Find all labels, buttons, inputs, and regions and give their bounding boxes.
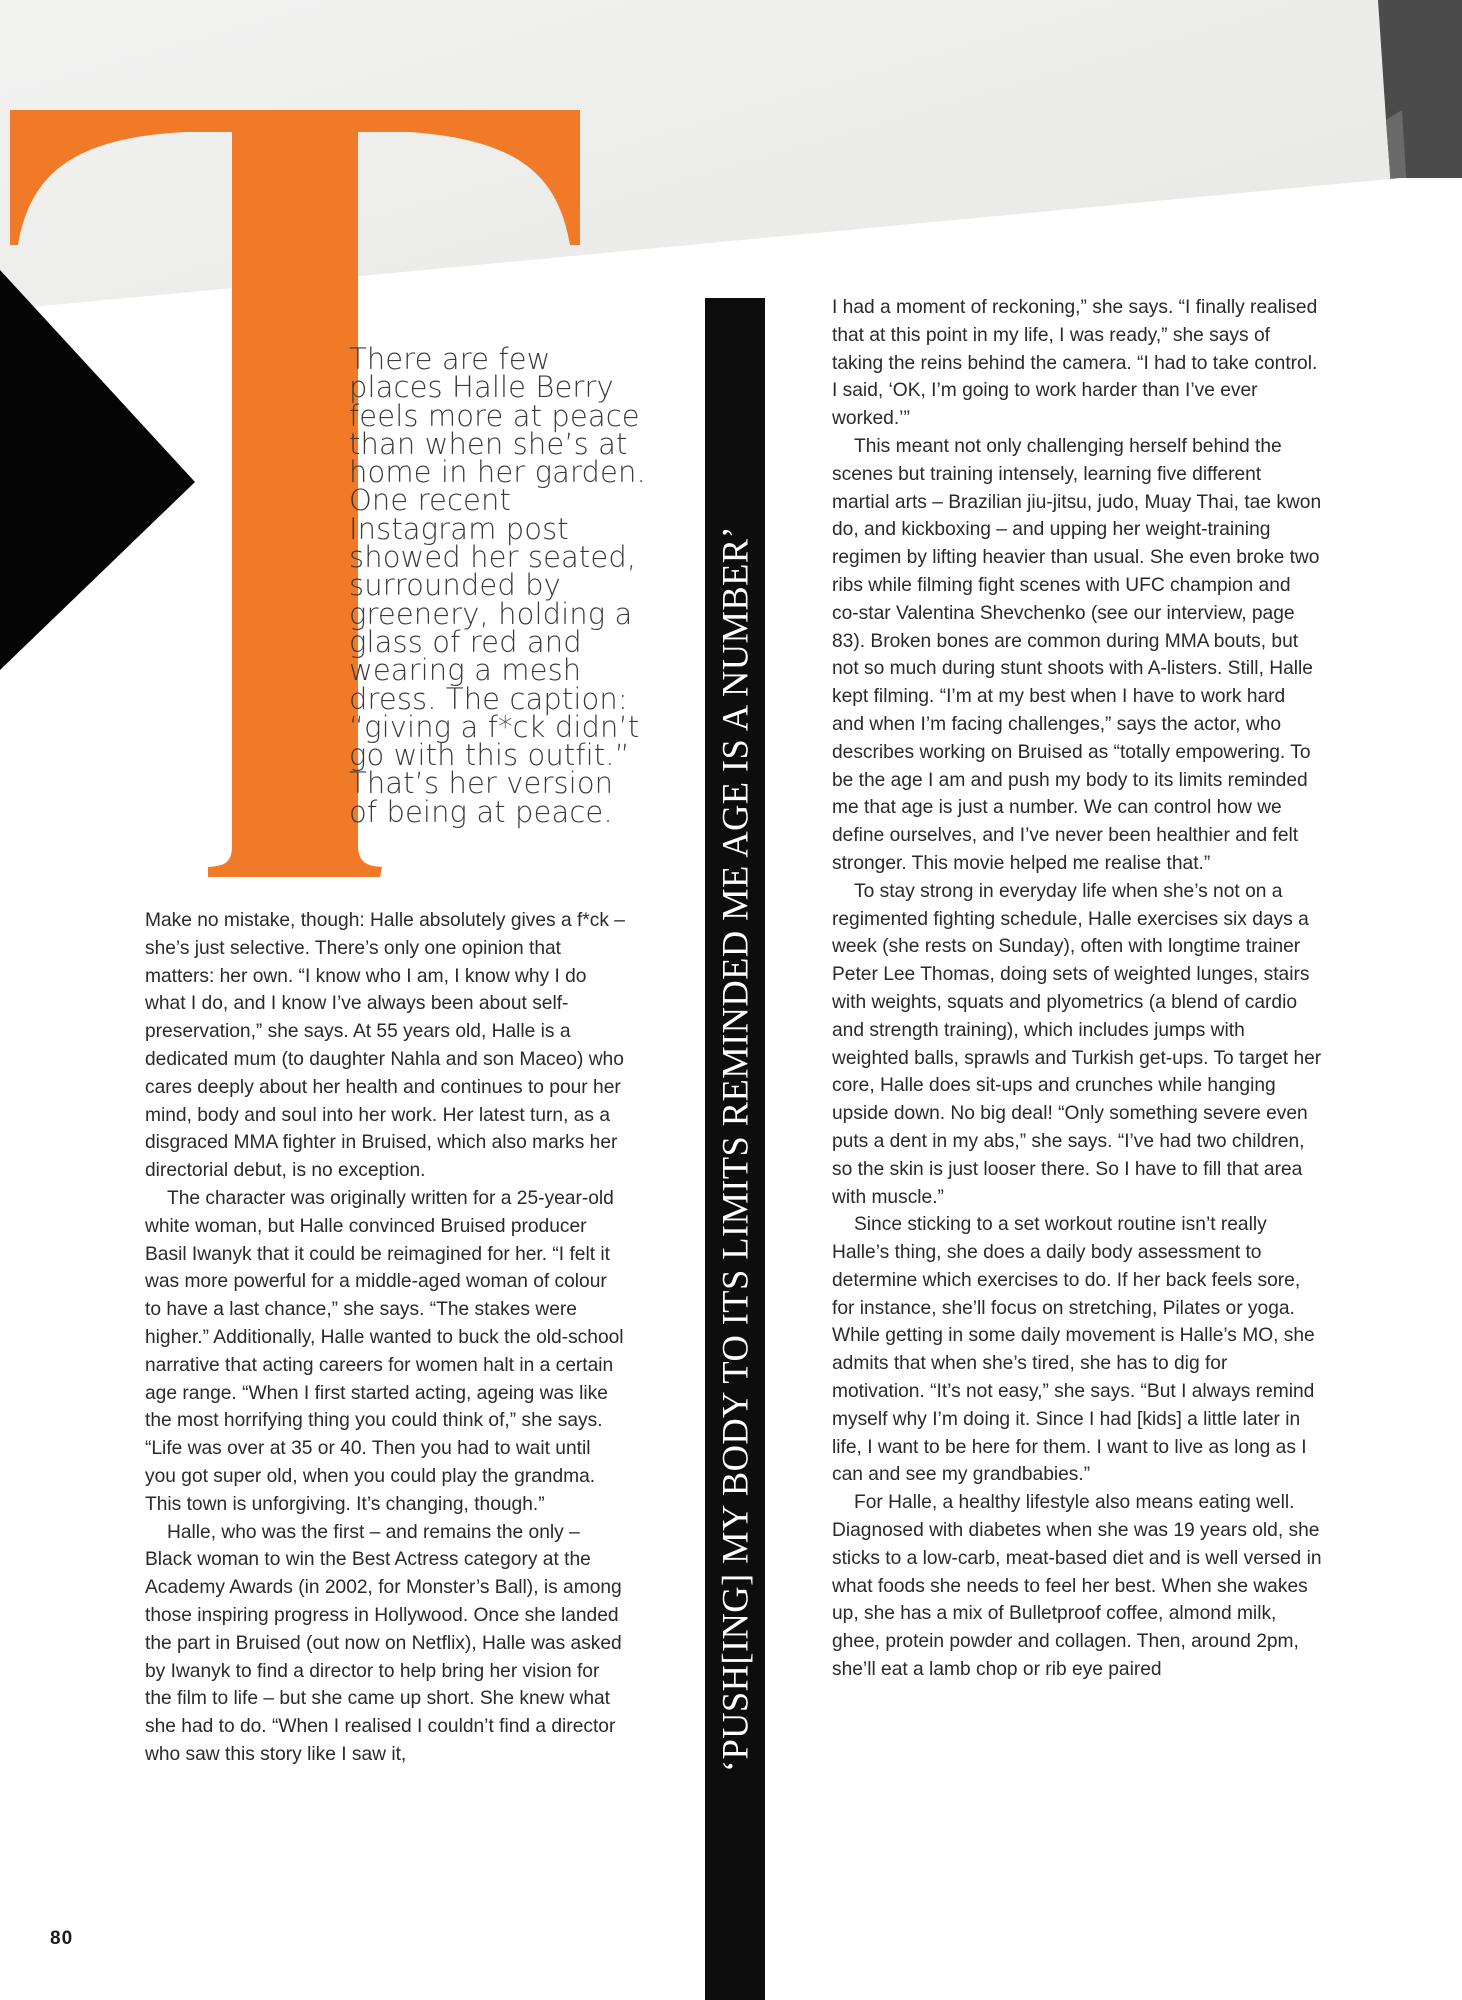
left-column bbox=[145, 907, 625, 1769]
body-paragraph: Halle, who was the first – and remains the only – Black woman to win the Best Actress category at the Academy Awards (in 2002, for Monster’s Ball), is among those inspiring progress in Hollywood. Once she landed the part in Bruised (out now on Netflix), Halle was asked by Iwanyk to find a director to help bring her vision for the film to life – but she came up short. She knew what she had to do. “When I realised I couldn’t find a director who saw this story like I saw it, bbox=[145, 1521, 622, 1765]
body-paragraph: I had a moment of reckoning,” she says. “I finally realised that at this point in my life, I was ready,” she says of taking the reins behind the camera. “I had to take control. I said, ‘OK, I’m going to work harder than I’ve ever worked.’” bbox=[832, 297, 1318, 430]
intro-paragraph: There are few places Halle Berry feels more at peace than when she’s at home in her garden. One recent Instagram post showed her seated, surrounded by greenery, holding a glass of red and wearing a mesh dress. The caption: “giving a f*ck didn’t go with this outfit.” That’s her version of being at peace. bbox=[349, 342, 646, 829]
body-paragraph: Since sticking to a set workout routine isn’t really Halle’s thing, she does a daily body assessment to determine which exercises to do. If her back feels sore, for instance, she’ll focus on stretching, Pilates or yoga. While getting in some daily movement is Halle’s MO, she admits that when she’s tired, she has to dig for motivation. “It’s not easy,” she says. “But I always remind myself why I’m doing it. Since I had [kids] a little later in life, I want to be here for them. I want to live as long as I can and see my grandbabies.” bbox=[832, 1214, 1315, 1486]
body-paragraph: Make no mistake, though: Halle absolutely gives a f*ck – she’s just selective. There’s only one opinion that matters: her own. “I know who I am, I know why I do what I do, and I know I’ve always been about self-preservation,” she says. At 55 years old, Halle is a dedicated mum (to daughter Nahla and son Maceo) who cares deeply about her health and continues to pour her mind, body and soul into her work. Her latest turn, as a disgraced MMA fighter in Bruised, which also marks her directorial debut, is no exception. bbox=[145, 910, 625, 1182]
body-paragraph: For Halle, a healthy lifestyle also means eating well. Diagnosed with diabetes when she was 19 years old, she sticks to a low-carb, meat-based diet and is well versed in what foods she needs to feel her best. When she wakes up, she has a mix of Bulletproof coffee, almond milk, ghee, protein powder and collagen. Then, around 2pm, she’ll eat a lamb chop or rib eye paired bbox=[832, 1492, 1322, 1681]
body-paragraph: To stay strong in everyday life when she’s not on a regimented fighting schedule, Halle exercises six days a week (she rests on Sunday), often with longtime trainer Peter Lee Thomas, doing sets of weighted lunges, stairs with weights, squats and plyometrics (a blend of cardio and strength training), which includes jumps with weighted balls, sprawls and Turkish get-ups. To target her core, Halle does sit-ups and crunches while hanging upside down. No big deal! “Only something severe even puts a dent in my abs,” she says. “I’ve had two children, so the skin is just looser there. So I have to fill that area with muscle.” bbox=[832, 880, 1322, 1208]
page-number: 80 bbox=[50, 1928, 74, 1949]
right-column bbox=[832, 294, 1322, 1684]
body-paragraph: The character was originally written for a 25-year-old white woman, but Halle convinced Bruised producer Basil Iwanyk that it could be reimagined for her. “I felt it was more powerful for a middle-aged woman of colour to have a last chance,” she says. “The stakes were higher.” Additionally, Halle wanted to buck the old-school narrative that acting careers for women halt in a certain age range. “When I first started acting, ageing was like the most horrifying thing you could think of,” she says. “Life was over at 35 or 40. Then you had to wait until you got super old, when you could play the grandma. This town is unforgiving. It’s changing, though.” bbox=[145, 1187, 624, 1515]
body-paragraph: This meant not only challenging herself behind the scenes but training intensely, learning five different martial arts – Brazilian jiu-jitsu, judo, Muay Thai, tae kwon do, and kickboxing – and upping her weight-training regimen by lifting heavier than usual. She even broke two ribs while filming fight scenes with UFC champion and co-star Valentina Shevchenko (see our interview, page 83). Broken bones are common during MMA bouts, but not so much during stunt shoots with A-listers. Still, Halle kept filming. “I’m at my best when I have to work hard and when I’m facing challenges,” says the actor, who describes working on Bruised as “totally empowering. To be the age I am and push my body to its limits reminded me that age is just a number. We can control how we define ourselves, and I’ve never been healthier and felt stronger. This movie helped me realise that.” bbox=[832, 435, 1322, 874]
pull-quote: ‘PUSH[ING] MY BODY TO ITS LIMITS REMINDED ME AGE IS A NUMBER’ bbox=[714, 525, 756, 1773]
